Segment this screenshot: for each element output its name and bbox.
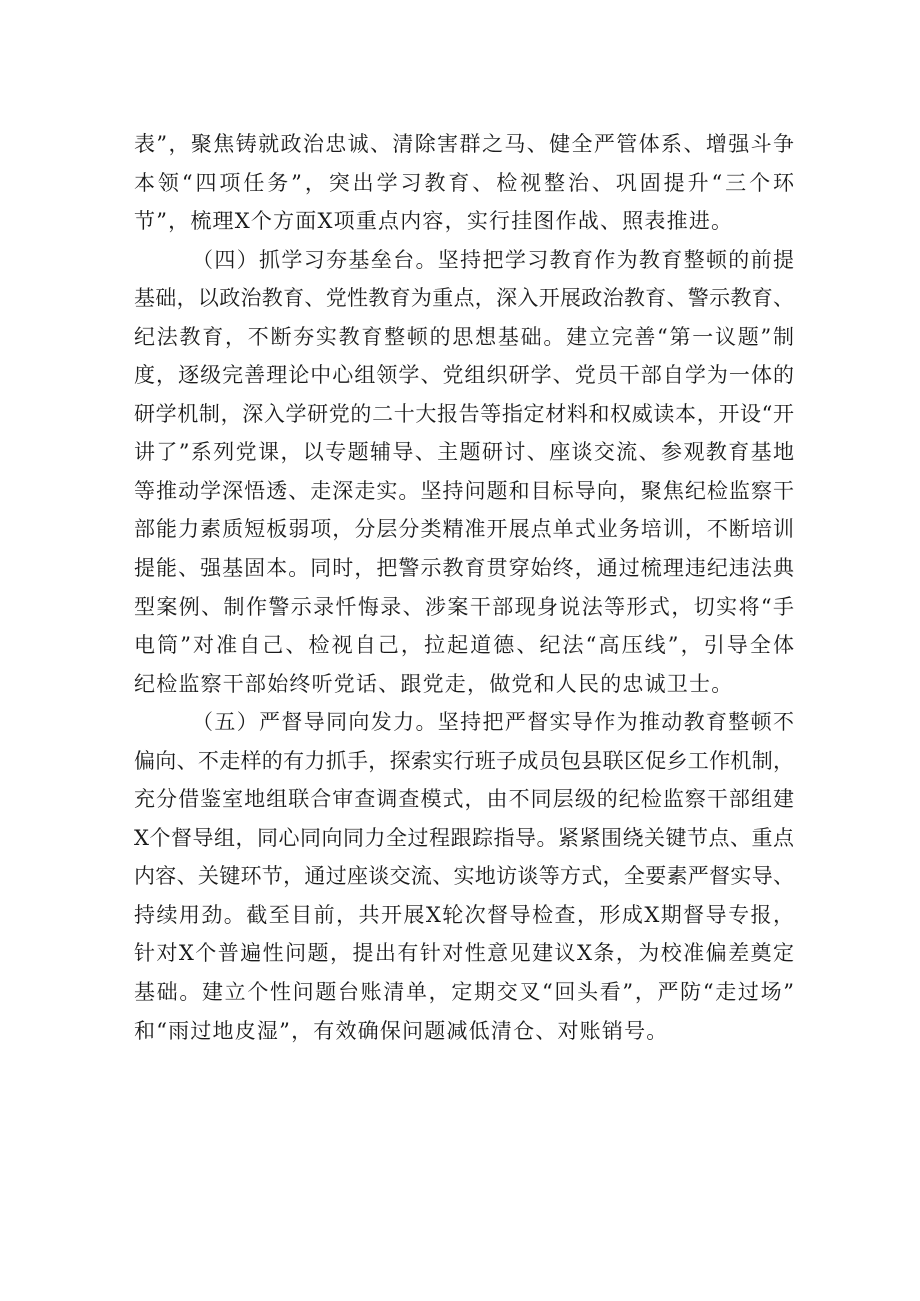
text-line: 度，逐级完善理论中心组领学、党组织研学、党员干部自学为一体的	[134, 363, 794, 388]
paragraph-four	[134, 241, 794, 704]
text-line: 基础。建立个性问题台账清单，定期交叉“回头看”，严防“走过场”	[134, 980, 794, 1005]
text-line: 提能、强基固本。同时，把警示教育贯穿始终，通过梳理违纪违法典	[134, 556, 794, 581]
text-line: （四）抓学习夯基垒台。坚持把学习教育作为教育整顿的前提	[192, 247, 794, 272]
text-line: 讲了”系列党课，以专题辅导、主题研讨、座谈交流、参观教育基地	[134, 440, 794, 465]
paragraph-five	[134, 703, 794, 1050]
text-line: 偏向、不走样的有力抓手，探索实行班子成员包县联区促乡工作机制，	[134, 748, 794, 773]
text-line: 纪法教育，不断夯实教育整顿的思想基础。建立完善“第一议题”制	[134, 324, 794, 349]
text-line: 和“雨过地皮湿”，有效确保问题减低清仓、对账销号。	[134, 1018, 669, 1043]
text-line: 节”，梳理X个方面X项重点内容，实行挂图作战、照表推进。	[134, 209, 734, 234]
text-line: 持续用劲。截至目前，共开展X轮次督导检查，形成X期督导专报，	[134, 902, 794, 927]
text-line: 等推动学深悟透、走深走实。坚持问题和目标导向，聚焦纪检监察干	[134, 478, 794, 503]
text-line: 充分借鉴室地组联合审查调查模式，由不同层级的纪检监察干部组建	[134, 787, 794, 812]
text-line: 部能力素质短板弱项，分层分类精准开展点单式业务培训，不断培训	[134, 517, 794, 542]
text-line: 表”，聚焦铸就政治忠诚、清除害群之马、健全严管体系、增强斗争	[134, 132, 794, 156]
text-line: （五）严督导同向发力。坚持把严督实导作为推动教育整顿不	[192, 710, 794, 735]
text-line: 本领“四项任务”，突出学习教育、检视整治、巩固提升“三个环	[134, 170, 794, 195]
paragraph-continuation	[134, 125, 794, 241]
text-line: 纪检监察干部始终听党话、跟党走，做党和人民的忠诚卫士。	[134, 671, 734, 696]
text-line: 研学机制，深入学研党的二十大报告等指定材料和权威读本，开设“开	[134, 401, 794, 426]
text-line: 针对X个普遍性问题，提出有针对性意见建议X条，为校准偏差奠定	[134, 941, 794, 966]
text-line: 型案例、制作警示录忏悔录、涉案干部现身说法等形式，切实将“手	[134, 594, 794, 619]
body-text	[134, 125, 794, 1050]
text-line: 基础，以政治教育、党性教育为重点，深入开展政治教育、警示教育、	[134, 286, 794, 311]
text-line: X个督导组，同心同向同力全过程跟踪指导。紧紧围绕关键节点、重点	[134, 825, 794, 850]
text-line: 电筒”对准自己、检视自己，拉起道德、纪法“高压线”，引导全体	[134, 633, 794, 658]
text-line: 内容、关键环节，通过座谈交流、实地访谈等方式，全要素严督实导、	[134, 864, 794, 889]
